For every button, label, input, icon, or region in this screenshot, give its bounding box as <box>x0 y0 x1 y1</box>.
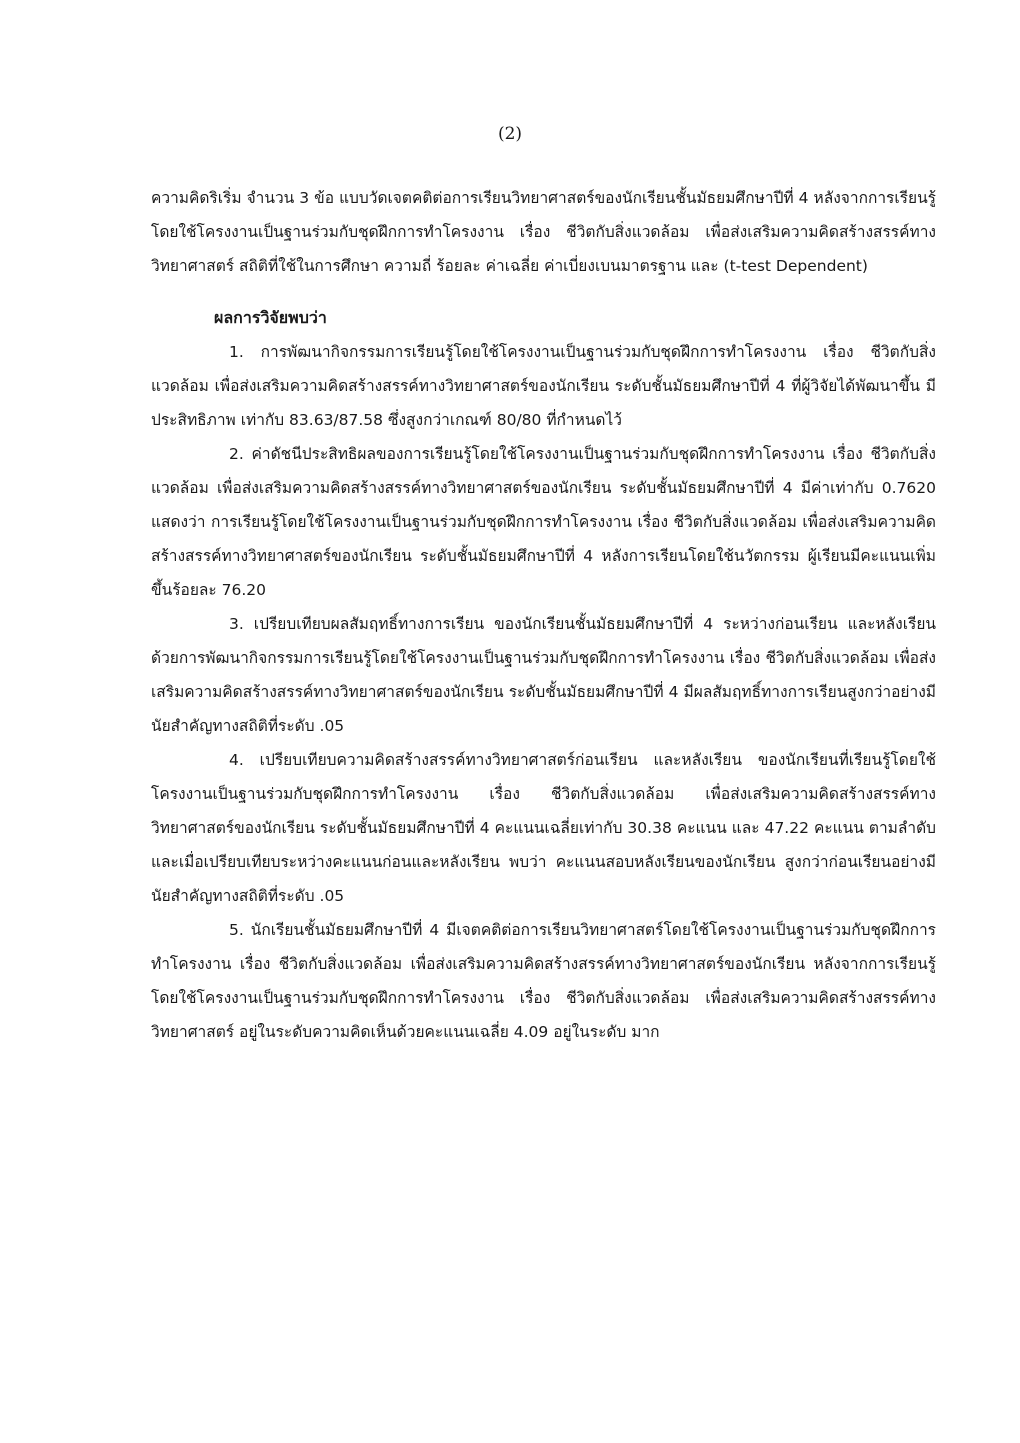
finding-5: 5. นักเรียนชั้นมัธยมศึกษาปีที่ 4 มีเจตคติต่อการเรียนวิทยาศาสตร์โดยใช้โครงงานเป็นฐานร่วมกับชุดฝึกการทำโครงงาน เรื่อง ชีวิตกับสิ่งแวดล้อม เพื่อส่งเสริมความคิดสร้างสรรค์ทางวิทยาศาสตร์ของนักเรียน หลังจากการเรียนรู้โดยใช้โครงงานเป็นฐานร่วมกับชุดฝึกการทำโครงงาน เรื่อง ชีวิตกับสิ่งแวดล้อม เพื่อส่งเสริมความคิดสร้างสรรค์ทางวิทยาศาสตร์ อยู่ในระดับความคิดเห็นด้วยคะแนนเฉลี่ย 4.09 อยู่ในระดับ มาก <box>151 921 936 1041</box>
abstract-body <box>151 181 936 1049</box>
results-heading: ผลการวิจัยพบว่า <box>214 308 327 327</box>
finding-4: 4. เปรียบเทียบความคิดสร้างสรรค์ทางวิทยาศาสตร์ก่อนเรียน และหลังเรียน ของนักเรียนที่เรียนรู้โดยใช้โครงงานเป็นฐานร่วมกับชุดฝึกการทำโครงงาน เรื่อง ชีวิตกับสิ่งแวดล้อม เพื่อส่งเสริมความคิดสร้างสรรค์ทางวิทยาศาสตร์ของนักเรียน ระดับชั้นมัธยมศึกษาปีที่ 4 คะแนนเฉลี่ยเท่ากับ 30.38 คะแนน และ 47.22 คะแนน ตามลำดับ และเมื่อเปรียบเทียบระหว่างคะแนนก่อนและหลังเรียน พบว่า คะแนนสอบหลังเรียนของนักเรียน สูงกว่าก่อนเรียนอย่างมีนัยสำคัญทางสถิติที่ระดับ .05 <box>151 751 936 905</box>
finding-3: 3. เปรียบเทียบผลสัมฤทธิ์ทางการเรียน ของนักเรียนชั้นมัธยมศึกษาปีที่ 4 ระหว่างก่อนเรียน และหลังเรียนด้วยการพัฒนากิจกรรมการเรียนรู้โดยใช้โครงงานเป็นฐานร่วมกับชุดฝึกการทำโครงงาน เรื่อง ชีวิตกับสิ่งแวดล้อม เพื่อส่งเสริมความคิดสร้างสรรค์ทางวิทยาศาสตร์ของนักเรียน ระดับชั้นมัธยมศึกษาปีที่ 4 มีผลสัมฤทธิ์ทางการเรียนสูงกว่าอย่างมีนัยสำคัญทางสถิติที่ระดับ .05 <box>151 615 936 735</box>
page-number: (2) <box>497 124 523 144</box>
abstract-intro-paragraph: ความคิดริเริ่ม จำนวน 3 ข้อ แบบวัดเจตคติต่อการเรียนวิทยาศาสตร์ของนักเรียนชั้นมัธยมศึกษาปีที่ 4 หลังจากการเรียนรู้โดยใช้โครงงานเป็นฐานร่วมกับชุดฝึกการทำโครงงาน เรื่อง ชีวิตกับสิ่งแวดล้อม เพื่อส่งเสริมความคิดสร้างสรรค์ทางวิทยาศาสตร์ สถิติที่ใช้ในการศึกษา ความถี่ ร้อยละ ค่าเฉลี่ย ค่าเบี่ยงเบนมาตรฐาน และ (t-test Dependent) <box>151 189 936 275</box>
finding-2: 2. ค่าดัชนีประสิทธิผลของการเรียนรู้โดยใช้โครงงานเป็นฐานร่วมกับชุดฝึกการทำโครงงาน เรื่อง ชีวิตกับสิ่งแวดล้อม เพื่อส่งเสริมความคิดสร้างสรรค์ทางวิทยาศาสตร์ของนักเรียน ระดับชั้นมัธยมศึกษาปีที่ 4 มีค่าเท่ากับ 0.7620 แสดงว่า การเรียนรู้โดยใช้โครงงานเป็นฐานร่วมกับชุดฝึกการทำโครงงาน เรื่อง ชีวิตกับสิ่งแวดล้อม เพื่อส่งเสริมความคิดสร้างสรรค์ทางวิทยาศาสตร์ของนักเรียน ระดับชั้นมัธยมศึกษาปีที่ 4 หลังการเรียนโดยใช้นวัตกรรม ผู้เรียนมีคะแนนเพิ่มขึ้นร้อยละ 76.20 <box>151 445 936 599</box>
finding-1: 1. การพัฒนากิจกรรมการเรียนรู้โดยใช้โครงงานเป็นฐานร่วมกับชุดฝึกการทำโครงงาน เรื่อง ชีวิตกับสิ่งแวดล้อม เพื่อส่งเสริมความคิดสร้างสรรค์ทางวิทยาศาสตร์ของนักเรียน ระดับชั้นมัธยมศึกษาปีที่ 4 ที่ผู้วิจัยได้พัฒนาขึ้น มีประสิทธิภาพ เท่ากับ 83.63/87.58 ซึ่งสูงกว่าเกณฑ์ 80/80 ที่กำหนดไว้ <box>151 343 936 429</box>
